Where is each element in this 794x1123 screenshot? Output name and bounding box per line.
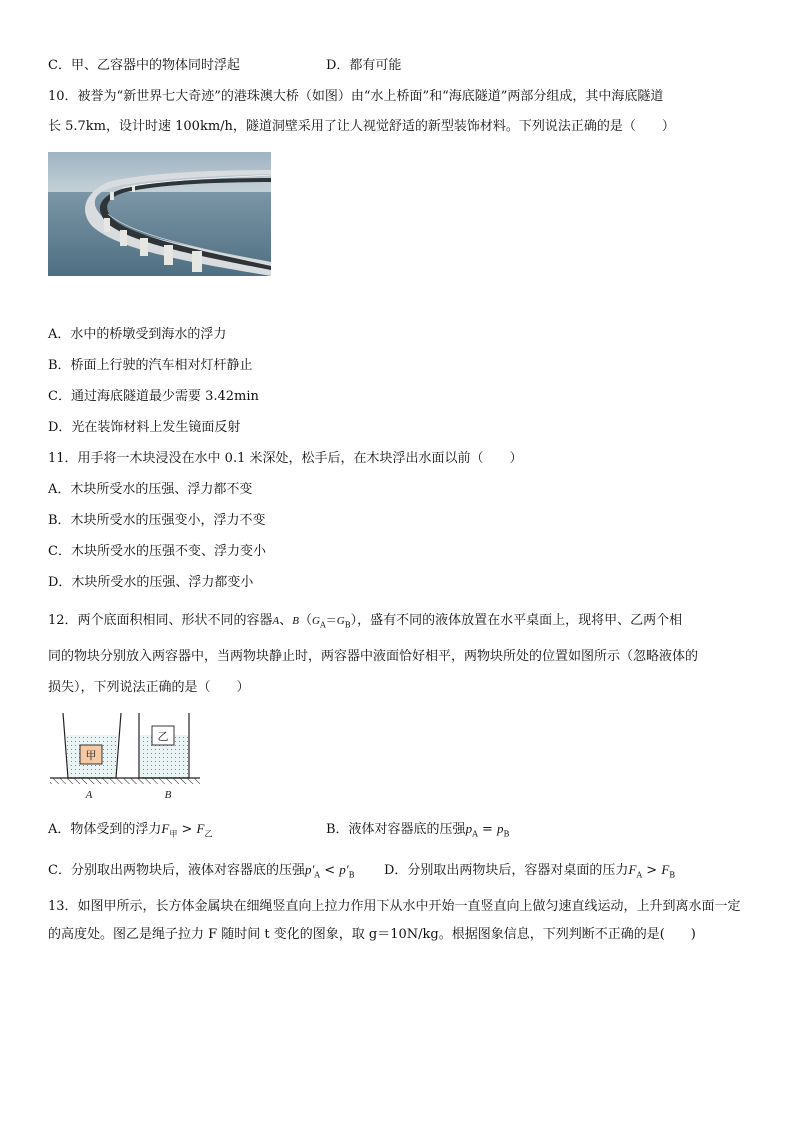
q10-option-b: B．桥面上行驶的汽车相对灯杆静止 <box>48 358 253 373</box>
q10-option-c: C．通过海底隧道最少需要 3.42min <box>48 389 259 404</box>
q12-option-c: C．分别取出两物块后，液体对容器底的压强$p'_A < p'_B$ <box>48 862 355 880</box>
q10-stem-line1: 10．被誉为“新世界七大奇迹”的港珠澳大桥（如图）由“水上桥面”和“海底隧道”两部分组成，其中海底隧道 <box>48 89 664 104</box>
q12-option-d: D．分别取出两物块后，容器对桌面的压力$F_A > F_B$ <box>384 862 676 880</box>
q11-stem: 11．用手将一木块浸没在水中 0.1 米深处，松手后，在木块浮出水面以前（ ） <box>48 451 523 466</box>
q11-option-a: A．木块所受水的压强、浮力都不变 <box>48 482 253 497</box>
q10-stem-line2: 长 5.7km，设计时速 100km/h，隧道洞壁采用了让人视觉舒适的新型装饰材料。下列说法正确的是（ ） <box>48 119 675 134</box>
q10-option-a: A．水中的桥墩受到海水的浮力 <box>48 327 227 342</box>
caption-a: A <box>85 789 93 801</box>
q12-option-b: B．液体对容器底的压强$p_A = p_B$ <box>326 821 510 839</box>
q12-containers-figure <box>46 708 206 803</box>
q12-stem-line2: 同的物块分别放入两容器中，当两物块静止时，两容器中液面恰好相平，两物块所处的位置如图所示（忽略液体的 <box>48 649 699 664</box>
q9-option-d: D．都有可能 <box>326 58 402 73</box>
block-jia-label: 甲 <box>85 749 97 762</box>
q12-option-a: A．物体受到的浮力$F_甲 > F_乙$ <box>48 821 213 839</box>
caption-b: B <box>164 789 172 801</box>
q12-stem-line3: 损失），下列说法正确的是（ ） <box>48 680 250 695</box>
q13-stem: 13．如图甲所示，长方体金属块在细绳竖直向上拉力作用下从水中开始一直竖直向上做匀速直线运动，上升到离水面一定的高度处。图乙是绳子拉力 F 随时间 t 变化的图象，取 g＝10N/kg。根据图象信息，下列判断不正确的是( ) <box>48 899 741 942</box>
q9-option-c: C．甲、乙容器中的物体同时浮起 <box>48 58 240 73</box>
q10-option-d: D．光在装饰材料上发生镜面反射 <box>48 420 241 435</box>
q11-option-b: B．木块所受水的压强变小，浮力不变 <box>48 513 266 528</box>
block-yi-label: 乙 <box>157 730 169 743</box>
q11-option-c: C．木块所受水的压强不变、浮力变小 <box>48 544 266 559</box>
bridge-photo <box>48 152 271 276</box>
q11-option-d: D．木块所受水的压强、浮力都变小 <box>48 575 254 590</box>
q12-stem-line1: 12．两个底面积相同、形状不同的容器A、$B(G_A=G_B)$，盛有不同的液体放置在水平桌面上，现将甲、乙两个相 <box>48 613 683 630</box>
